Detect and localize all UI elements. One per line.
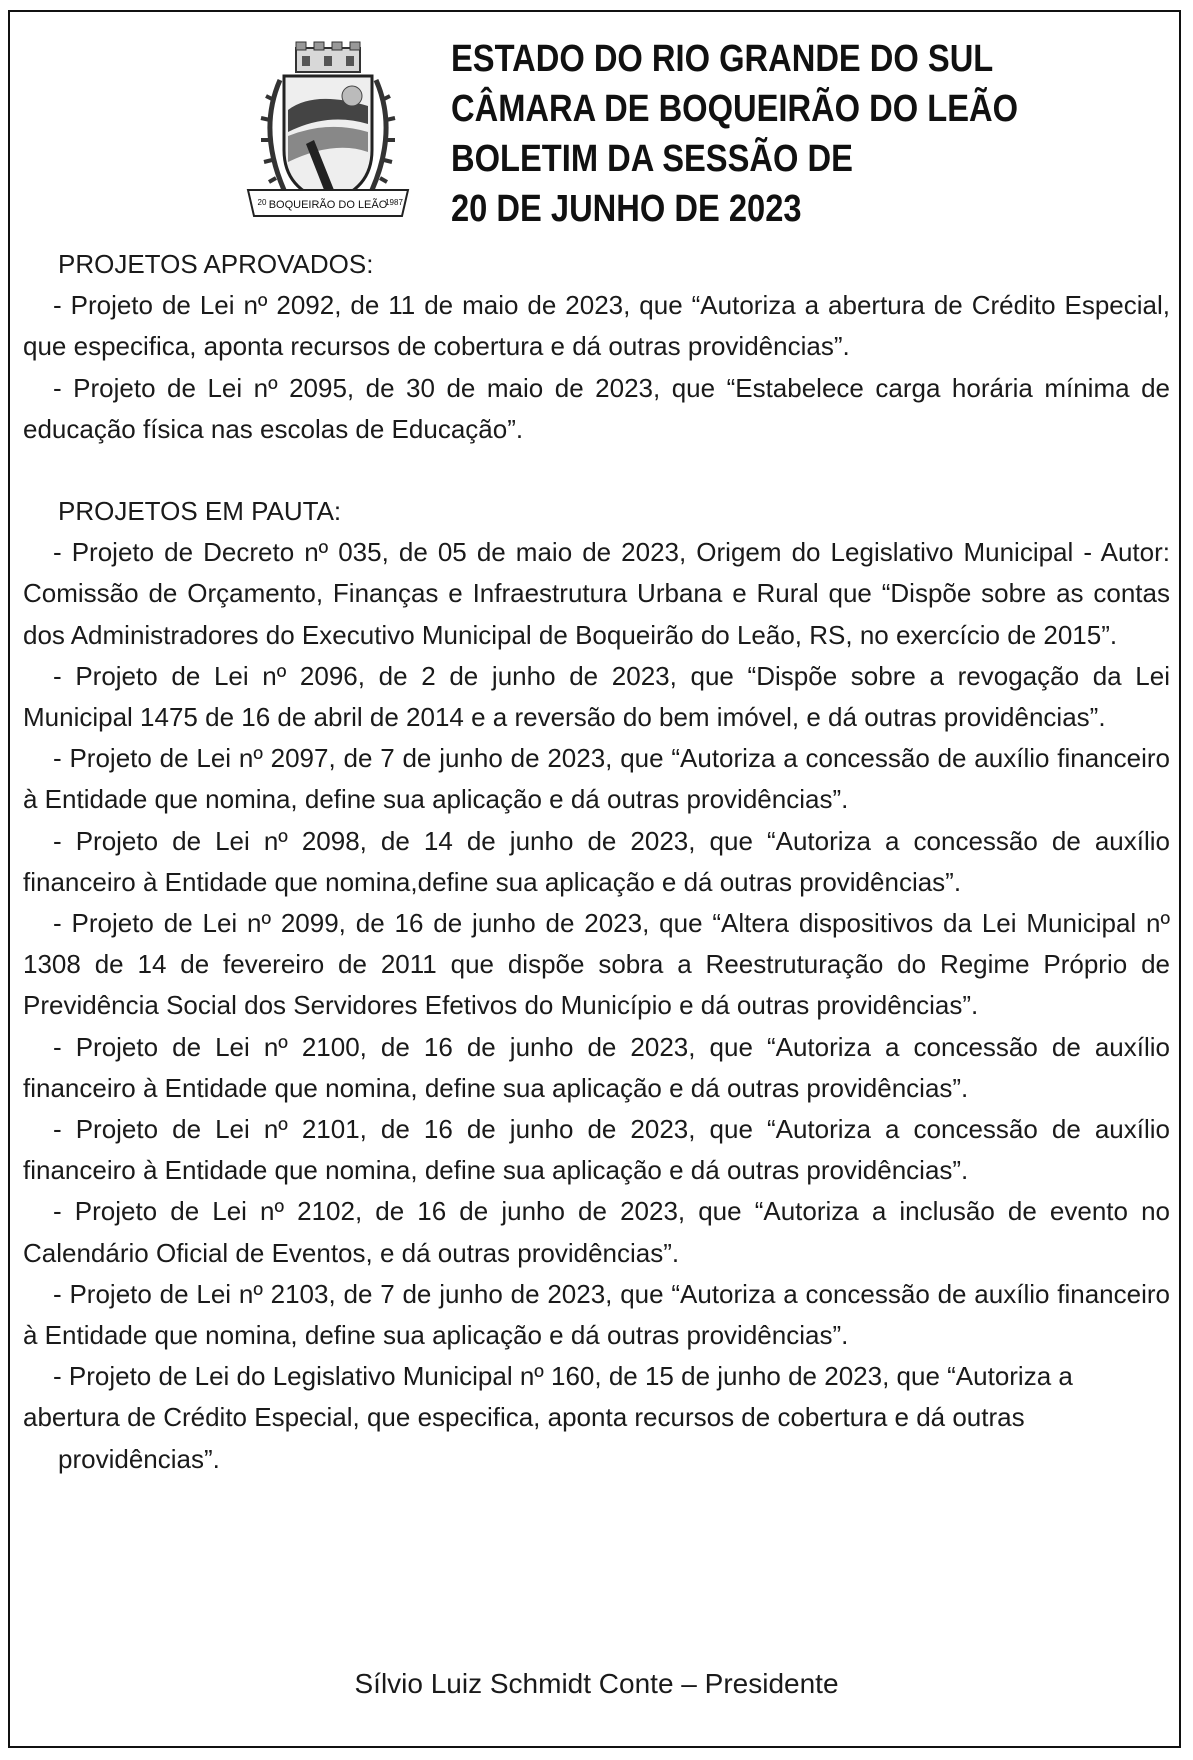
svg-text:1987: 1987 [385,198,403,207]
municipal-crest-logo [244,40,412,224]
agenda-item: - Projeto de Lei nº 2102, de 16 de junho de 2023, que “Autoriza a inclusão de evento no Calendário Oficial de Eventos, e dá outras providências”. [23,1196,1170,1268]
agenda-item: - Projeto de Lei nº 2103, de 7 de junho de 2023, que “Autoriza a concessão de auxílio financeiro à Entidade que nomina, define sua aplicação e dá outras providências”. [23,1278,1170,1351]
svg-text:20: 20 [257,198,267,207]
header-line-state: ESTADO DO RIO GRANDE DO SUL [451,38,994,80]
agenda-item: - Projeto de Decreto nº 035, de 05 de maio de 2023, Origem do Legislativo Municipal - Autor: Comissão de Orçamento, Finanças e Infraestrutura Urbana e Rural que “Dispõe sobre as contas dos Administradores do Executivo Municipal de Boqueirão do Leão, RS, no exercício de 2015”. [23,537,1170,650]
agenda-item: - Projeto de Lei nº 2096, de 2 de junho de 2023, que “Dispõe sobre a revogação da Lei Municipal 1475 de 16 de abril de 2014 e a reversão do bem imóvel, e dá outras providências”. [23,660,1170,733]
svg-text:BOQUEIRÃO DO LEÃO: BOQUEIRÃO DO LEÃO [268,199,388,211]
document-body [23,244,1170,1480]
document-header [451,34,1110,234]
header-line-chamber: CÂMARA DE BOQUEIRÃO DO LEÃO [451,88,1019,130]
agenda-item: - Projeto de Lei nº 2099, de 16 de junho de 2023, que “Altera dispositivos da Lei Municipal nº 1308 de 14 de fevereiro de 2011 que dispõe sobra a Reestruturação do Regime Próprio de Previdência Social dos Servidores Efetivos do Município e dá outras providências”. [23,908,1170,1021]
section-heading-approved: PROJETOS APROVADOS: [58,249,374,279]
section-heading-agenda: PROJETOS EM PAUTA: [58,496,342,527]
agenda-item: - Projeto de Lei nº 2100, de 16 de junho de 2023, que “Autoriza a concessão de auxílio financeiro à Entidade que nomina, define sua aplicação e dá outras providências”. [23,1031,1170,1103]
agenda-item: - Projeto de Lei nº 2097, de 7 de junho de 2023, que “Autoriza a concessão de auxílio financeiro à Entidade que nomina, define sua aplicação e dá outras providências”. [23,743,1170,815]
agenda-item-last-continuation: providências”. [58,1443,220,1474]
agenda-item-last: - Projeto de Lei do Legislativo Municipal nº 160, de 15 de junho de 2023, que “Autoriza a abertura de Crédito Especial, que especifica, aponta recursos de cobertura e dá outras [23,1361,1073,1433]
approved-item: - Projeto de Lei nº 2092, de 11 de maio de 2023, que “Autoriza a abertura de Crédito Especial, que especifica, aponta recursos de cobertura e dá outras providências”. [23,290,1170,362]
approved-item: - Projeto de Lei nº 2095, de 30 de maio de 2023, que “Estabelece carga horária mínima de educação física nas escolas de Educação”. [23,372,1170,444]
agenda-item: - Projeto de Lei nº 2098, de 14 de junho de 2023, que “Autoriza a concessão de auxílio financeiro à Entidade que nomina,define sua aplicação e dá outras providências”. [23,825,1170,897]
header-line-bulletin: BOLETIM DA SESSÃO DE [451,138,853,180]
header-line-date: 20 DE JUNHO DE 2023 [451,188,802,230]
agenda-item: - Projeto de Lei nº 2101, de 16 de junho de 2023, que “Autoriza a concessão de auxílio financeiro à Entidade que nomina, define sua aplicação e dá outras providências”. [23,1114,1170,1186]
signature-line: Sílvio Luiz Schmidt Conte – Presidente [354,1668,839,1699]
section-spacer [23,450,1170,491]
